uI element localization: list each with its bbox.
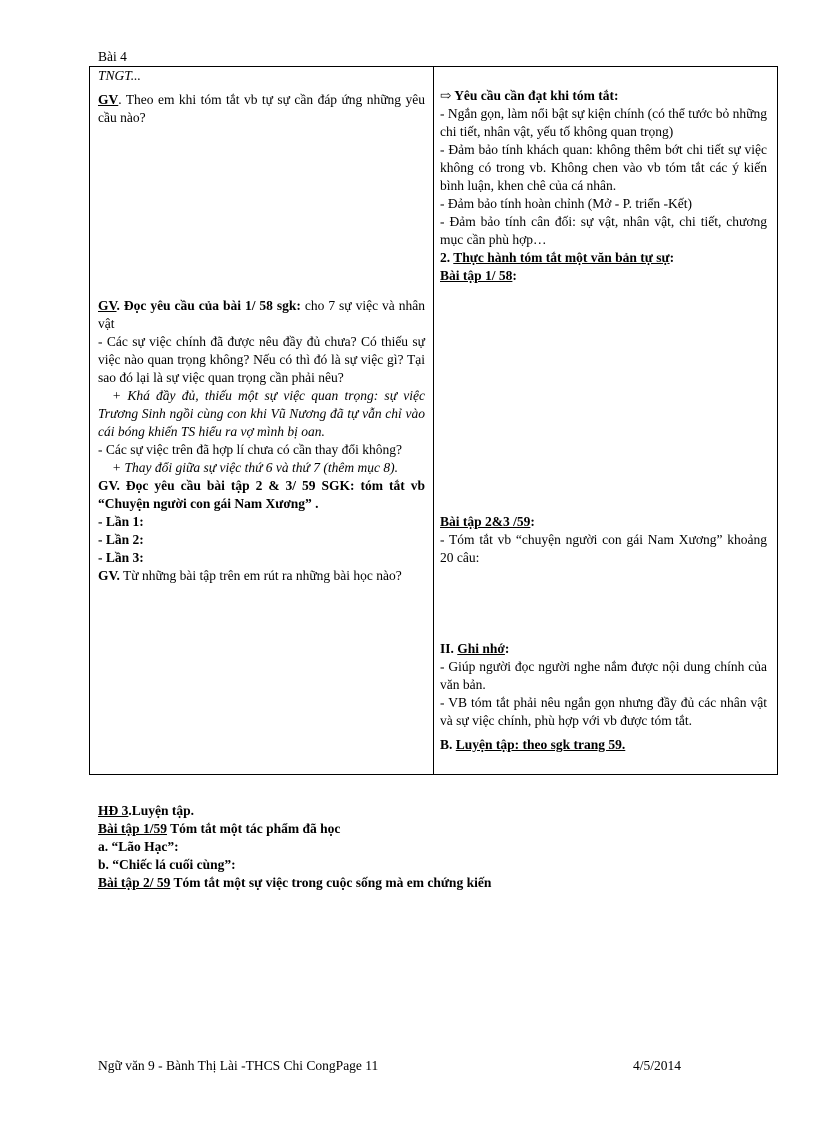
lesson-table (89, 66, 778, 775)
memo-block: II. Ghi nhớ: - Giúp người đọc người nghe nắm được nội dung chính của văn bản. - VB tóm tắt phải nêu ngắn gọn nhưng đầy đủ các nhân vật và sự việc chính, phù hợp với vb được tóm tắt. B. Luyện tập: theo sgk trang 59. (440, 641, 767, 752)
gv-question-1: GV. Theo em khi tóm tắt vb tự sự cần đáp ứng những yêu cầu nào? (98, 92, 425, 125)
footer-date: 4/5/2014 (633, 1058, 682, 1073)
arrow-right-icon: ⇨ (440, 88, 452, 103)
gv-question-2: GV. Đọc yêu cầu của bài 1/ 58 sgk: cho 7 sự việc và nhân vật - Các sự việc chính đã được nêu đầy đủ chưa? Có thiếu sự việc nào quan trọng không? Nếu có thì đó là sự việc gì? Tại sao đó lại là sự việc quan trọng cần phải nêu? + Khá đầy đủ, thiếu một sự việc quan trọng: sự việc Trương Sinh ngồi cùng con khi Vũ Nương đã tự vẫn chỉ vào cái bóng khiến TS hiểu ra vợ mình bị oan. - Các sự việc trên đã hợp lí chưa có cần thay đổi không? + Thay đổi giữa sự việc thứ 6 và thứ 7 (thêm mục 8). GV. Đọc yêu cầu bài tập 2 & 3/ 59 SGK: tóm tắt vb “Chuyện người con gái Nam Xương” . - Lần 1: - Lần 2: - Lần 3: GV. Từ những bài tập trên em rút ra những bài học nào? (98, 298, 425, 583)
practice-section: HĐ 3.Luyện tập. Bài tập 1/59 Tóm tắt một tác phẩm đã học a. “Lão Hạc”: b. “Chiếc lá cuối cùng”: Bài tập 2/ 59 Tóm tắt một sự việc trong cuộc sống mà em chứng kiến (98, 803, 492, 890)
tnqt-note: TNGT... (98, 68, 141, 83)
exercise-2-3-block: Bài tập 2&3 /59: - Tóm tắt vb “chuyện người con gái Nam Xương” khoảng 20 câu: (440, 514, 767, 565)
lesson-heading: Bài 4 (98, 49, 127, 64)
content-column (434, 67, 778, 775)
requirements-block: ⇨ Yêu cầu cần đạt khi tóm tắt: - Ngắn gọn, làm nổi bật sự kiện chính (có thể tước bỏ những chi tiết, nhân vật, yếu tố không quan trọng) - Đảm bảo tính khách quan: không thêm bớt chi tiết sự việc không có trong vb. Không chen vào vb tóm tắt các ý kiến bình luận, khen chê của cá nhân. - Đảm bảo tính hoàn chỉnh (Mở - P. triển -Kết) - Đảm bảo tính cân đối: sự vật, nhân vật, chi tiết, chương mục cần phù hợp… 2. Thực hành tóm tắt một văn bản tự sự: Bài tập 1/ 58: (440, 88, 767, 283)
teacher-column (90, 67, 434, 775)
footer-left: Ngữ văn 9 - Bành Thị Lài -THCS Chi CongPage 11 (98, 1058, 379, 1073)
